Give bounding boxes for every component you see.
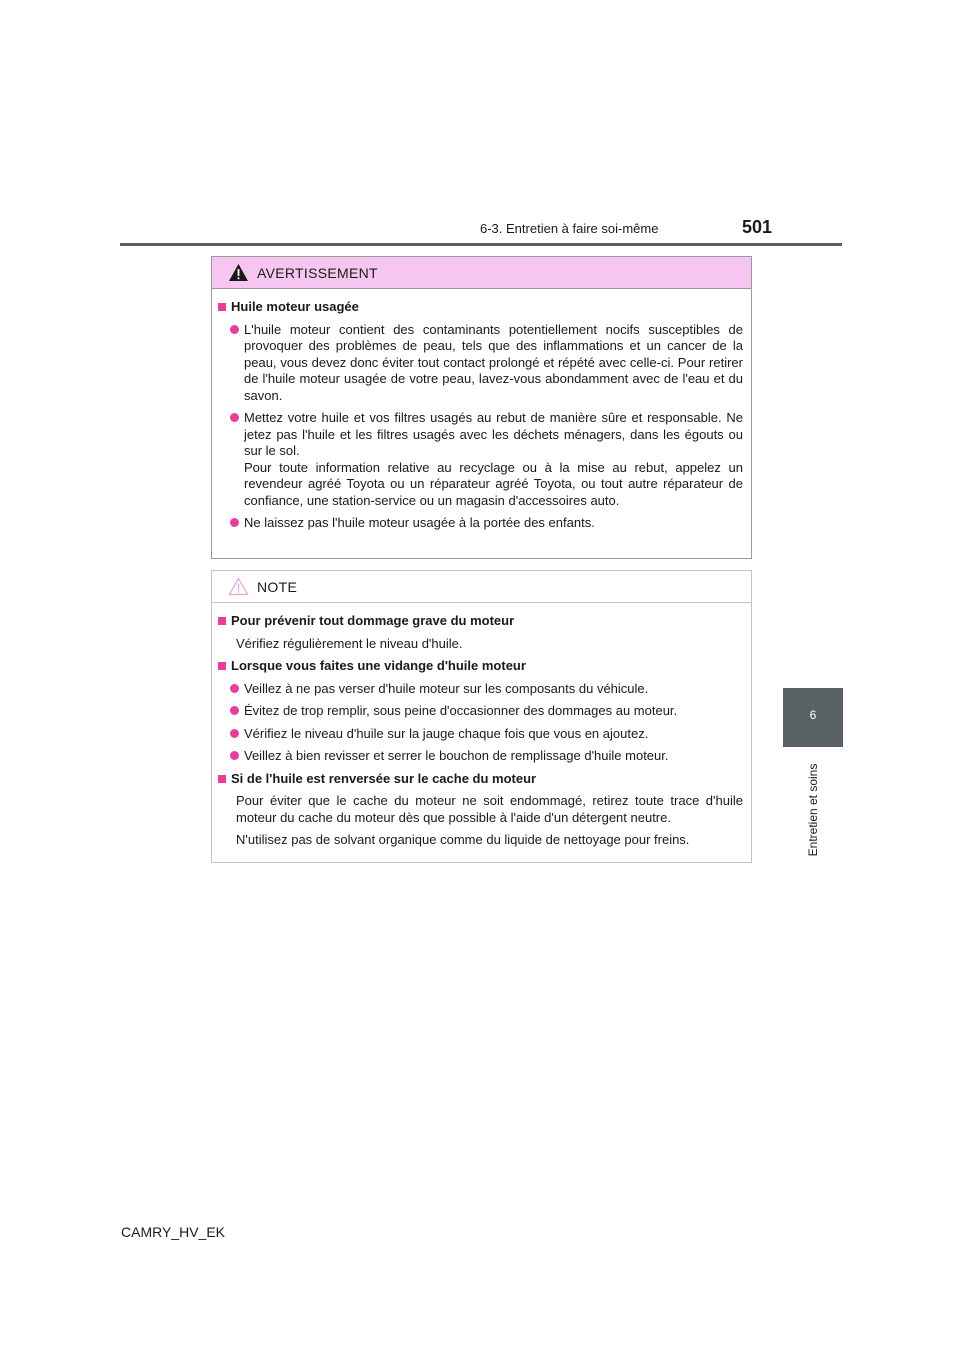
- section-square-bullet: [218, 775, 226, 783]
- round-bullet: [230, 729, 239, 738]
- header-section-title: 6-3. Entretien à faire soi-même: [480, 221, 659, 236]
- round-bullet: [230, 706, 239, 715]
- footer-model-code: CAMRY_HV_EK: [121, 1224, 226, 1240]
- note-box-header: [212, 571, 751, 603]
- warning-item: [230, 515, 743, 532]
- warning-item-text: [244, 515, 743, 532]
- warning-item: [230, 410, 743, 509]
- note-line: N'utilisez pas de solvant organique comme du liquide de nettoyage pour freins.: [236, 832, 690, 847]
- warning-item: [230, 322, 743, 405]
- warning-item-text: [244, 322, 743, 405]
- warning-paragraph: Ne laissez pas l'huile moteur usagée à la portée des enfants.: [244, 515, 595, 530]
- note-item: [230, 726, 743, 743]
- round-bullet: [230, 751, 239, 760]
- section-square-bullet: [218, 303, 226, 311]
- warning-box-header: [212, 257, 751, 289]
- note-item: [230, 703, 743, 720]
- note-item-text: Évitez de trop remplir, sous peine d'occasionner des dommages au moteur.: [244, 703, 678, 718]
- note-title: NOTE: [257, 578, 298, 595]
- chapter-label: [805, 760, 821, 860]
- note-item-text: Vérifiez le niveau d'huile sur la jauge chaque fois que vous en ajoutez.: [244, 725, 649, 741]
- chapter-label-text: Entretien et soins: [806, 763, 820, 857]
- warning-title: AVERTISSEMENT: [257, 264, 378, 281]
- round-bullet: [230, 518, 239, 527]
- note-box: [211, 570, 752, 863]
- page-number: 501: [742, 217, 773, 237]
- note-section: [218, 658, 743, 675]
- note-item-text: Veillez à bien revisser et serrer le bouchon de remplissage d'huile moteur.: [244, 748, 669, 763]
- caution-triangle-icon: [228, 577, 249, 596]
- warning-paragraph: Mettez votre huile et vos filtres usagés au rebut de manière sûre et responsable. Ne jetez pas l'huile et les filtres usagés avec les déchets ménagers, dans les égouts ou sur le sol.: [244, 410, 743, 458]
- round-bullet: [230, 413, 239, 422]
- note-body: [212, 603, 751, 849]
- note-item-text: Veillez à ne pas verser d'huile moteur sur les composants du véhicule.: [244, 680, 649, 696]
- warning-body: [212, 289, 751, 532]
- chapter-tab: [783, 688, 843, 747]
- note-section: [218, 771, 743, 788]
- round-bullet: [230, 684, 239, 693]
- section-square-bullet: [218, 662, 226, 670]
- warning-item-text: [244, 410, 743, 509]
- note-section-title: Si de l'huile est renversée sur le cache du moteur: [231, 770, 537, 786]
- note-section-title: Pour prévenir tout dommage grave du moteur: [231, 613, 515, 628]
- note-section-title: Lorsque vous faites une vidange d'huile moteur: [231, 658, 526, 673]
- warning-triangle-icon: [228, 263, 249, 282]
- section-square-bullet: [218, 617, 226, 625]
- note-item: [230, 681, 743, 698]
- round-bullet: [230, 325, 239, 334]
- note-section: [218, 613, 743, 630]
- warning-section: [218, 299, 743, 316]
- warning-paragraph: L'huile moteur contient des contaminants potentiellement nocifs susceptibles de provoquer des problèmes de peau, tels que des inflammations et un cancer de la peau, vous devez donc éviter tout contact prolongé et répété avec celle-ci. Pour retirer de l'huile moteur usagée de votre peau, lavez-vous abondamment avec de l'eau et du savon.: [244, 321, 743, 403]
- note-line: Vérifiez régulièrement le niveau d'huile.: [236, 635, 463, 651]
- note-item: [230, 748, 743, 765]
- note-line: Pour éviter que le cache du moteur ne soit endommagé, retirez toute trace d'huile moteur du cache du moteur dès que possible à l'aide d'un détergent neutre.: [236, 793, 743, 825]
- warning-section-title: Huile moteur usagée: [231, 299, 359, 314]
- warning-box: [211, 256, 752, 559]
- chapter-number: 6: [809, 708, 817, 722]
- header-rule: [120, 243, 842, 246]
- warning-paragraph: Pour toute information relative au recyclage ou à la mise au rebut, appelez un revendeur agréé Toyota ou un réparateur agréé Toyota, ou tout autre réparateur de confiance, une station-service ou un magasin d'accessoires auto.: [244, 459, 743, 508]
